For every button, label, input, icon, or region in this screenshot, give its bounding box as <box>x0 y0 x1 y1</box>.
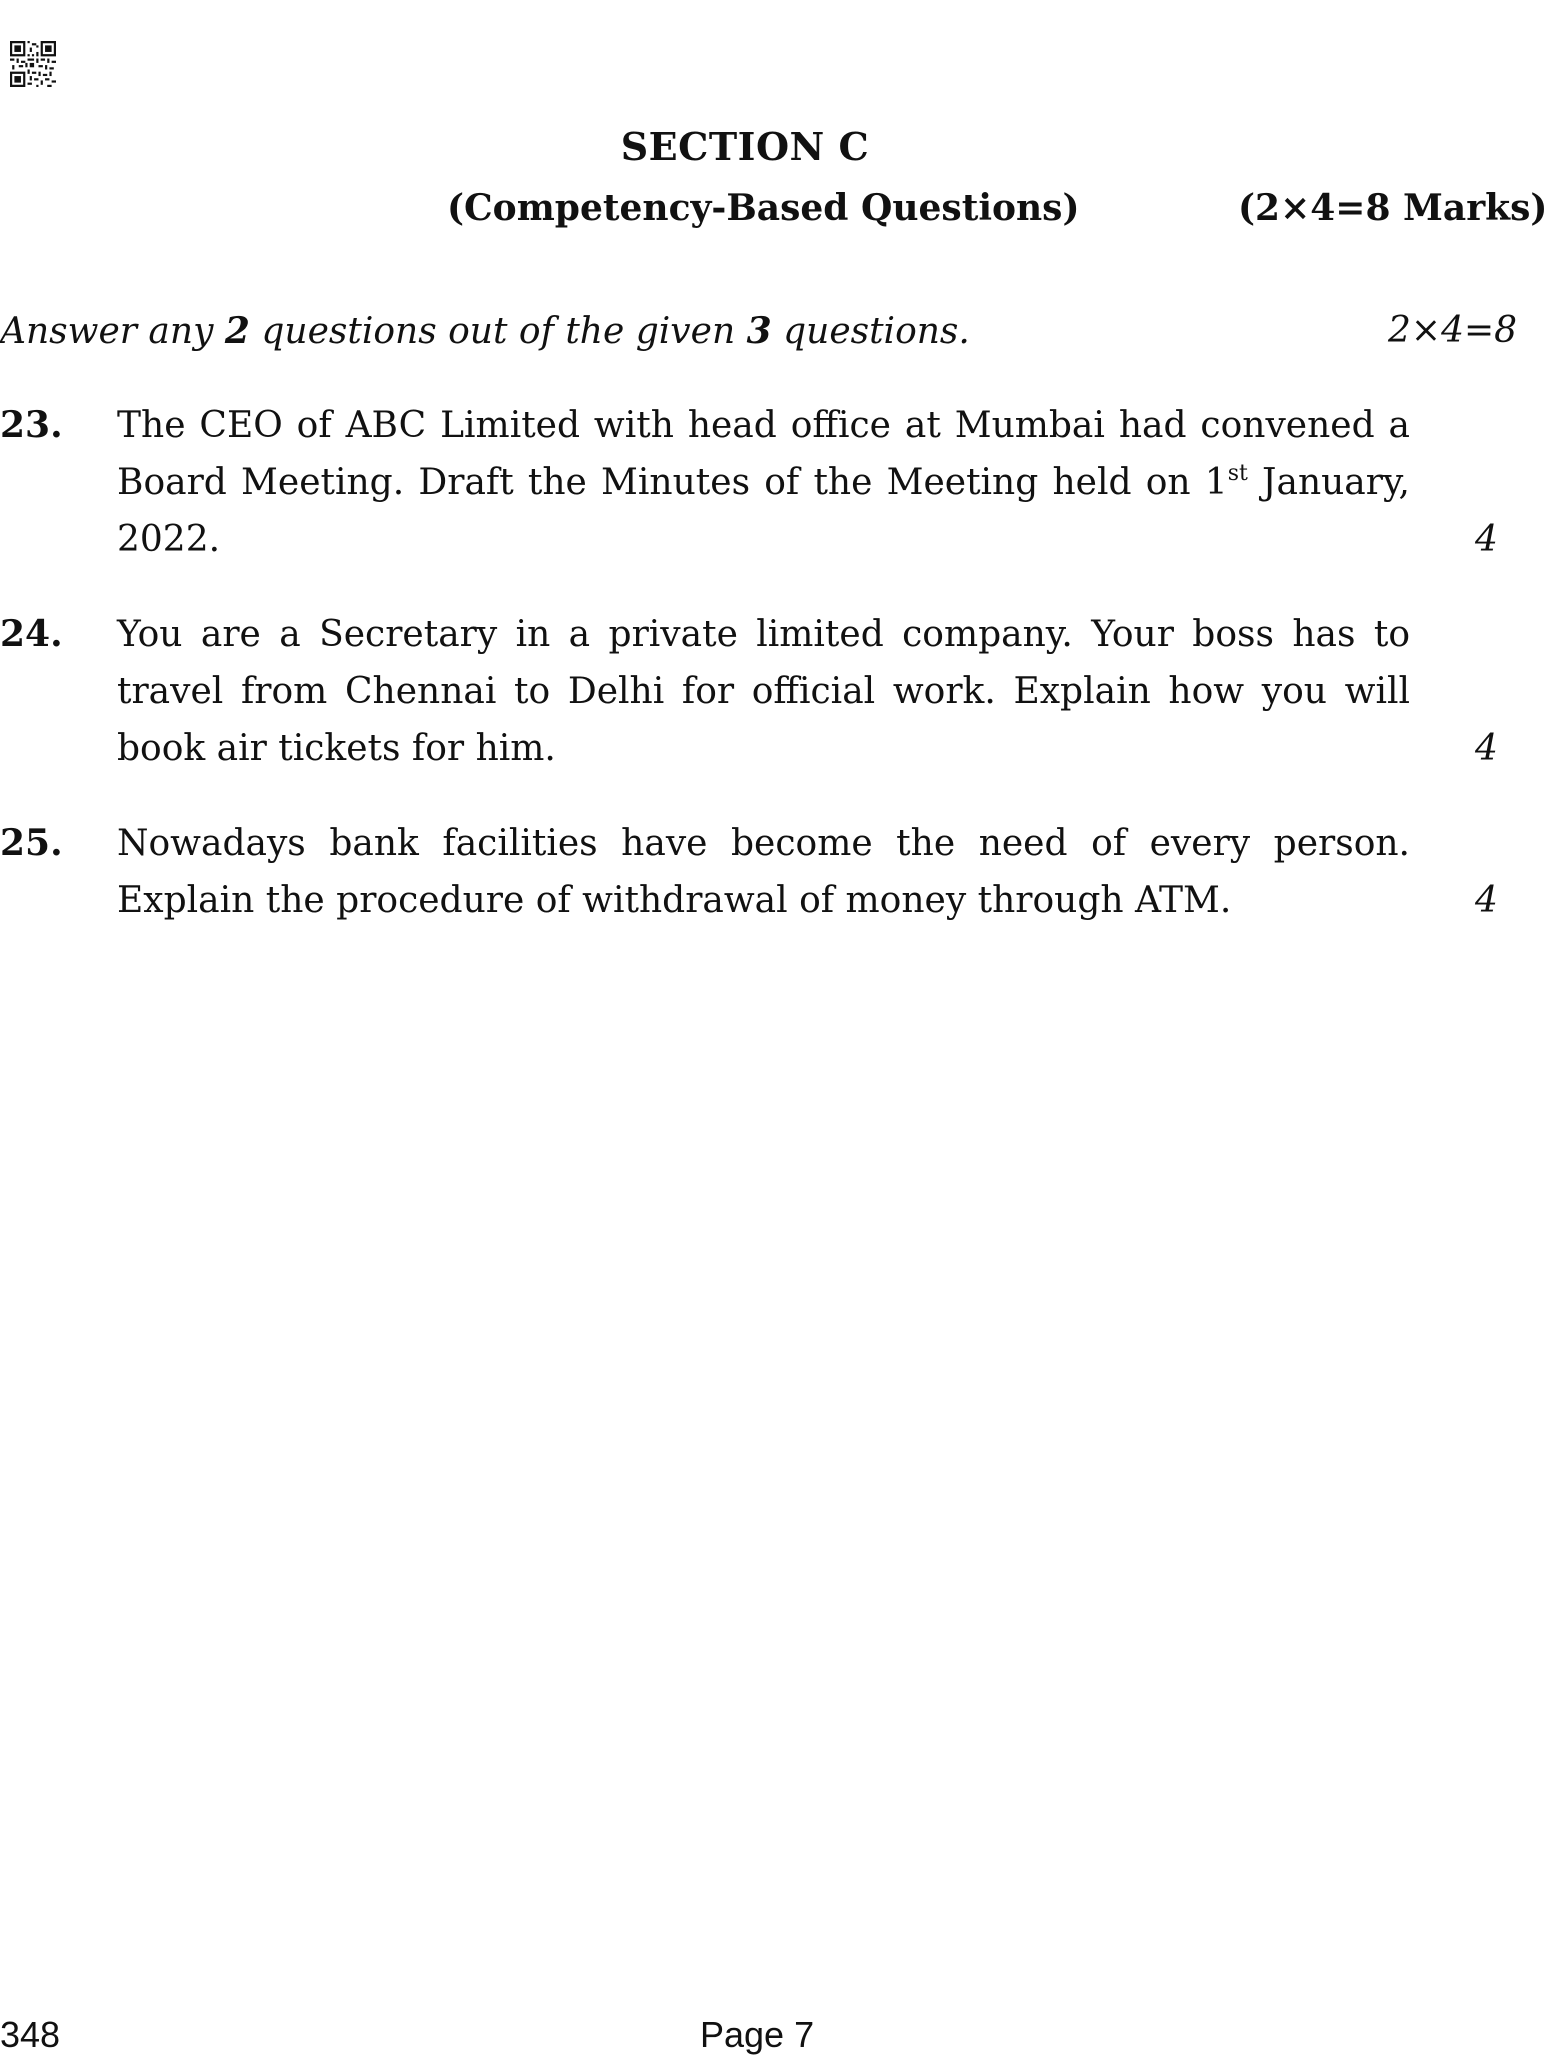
question-number: 25. <box>0 822 63 864</box>
section-marks: (2×4=8 Marks) <box>1238 187 1547 229</box>
question-marks: 4 <box>1475 519 1498 560</box>
instruction-count-total: 3 <box>746 310 772 352</box>
instruction-text <box>0 306 970 357</box>
section-subtitle: (Competency-Based Questions) <box>447 187 1080 229</box>
instruction-part: questions. <box>771 311 970 352</box>
question-text-main: The CEO of ABC Limited with head office at Mumbai had convened a Board Meeting. Draft the Minutes of the Meeting held on 1 <box>117 405 1410 503</box>
question-text: Nowadays bank facilities have become the need of every person. Explain the procedure of withdrawal of money through ATM. <box>117 823 1410 921</box>
paper-code: 348 <box>0 2014 61 2055</box>
question-text <box>117 397 1410 568</box>
question-text-end: January, 2022. <box>117 462 1410 560</box>
page-number: Page 7 <box>700 2014 815 2055</box>
question-number: 24. <box>0 613 63 655</box>
instruction-part: Answer any <box>0 311 225 352</box>
instruction-part: questions out of the given <box>249 311 747 352</box>
question-text: You are a Secretary in a private limited company. Your boss has to travel from Chennai to Delhi for official work. Explain how you will book air tickets for him. <box>117 614 1410 769</box>
section-title: SECTION C <box>620 124 870 169</box>
instruction-marks: 2×4=8 <box>1388 310 1518 351</box>
ordinal-suffix: st <box>1227 461 1248 486</box>
question-marks: 4 <box>1475 728 1498 769</box>
question-marks: 4 <box>1475 880 1498 921</box>
qr-code-icon <box>10 41 56 87</box>
question-number: 23. <box>0 404 63 446</box>
instruction-count-answer: 2 <box>224 310 250 352</box>
